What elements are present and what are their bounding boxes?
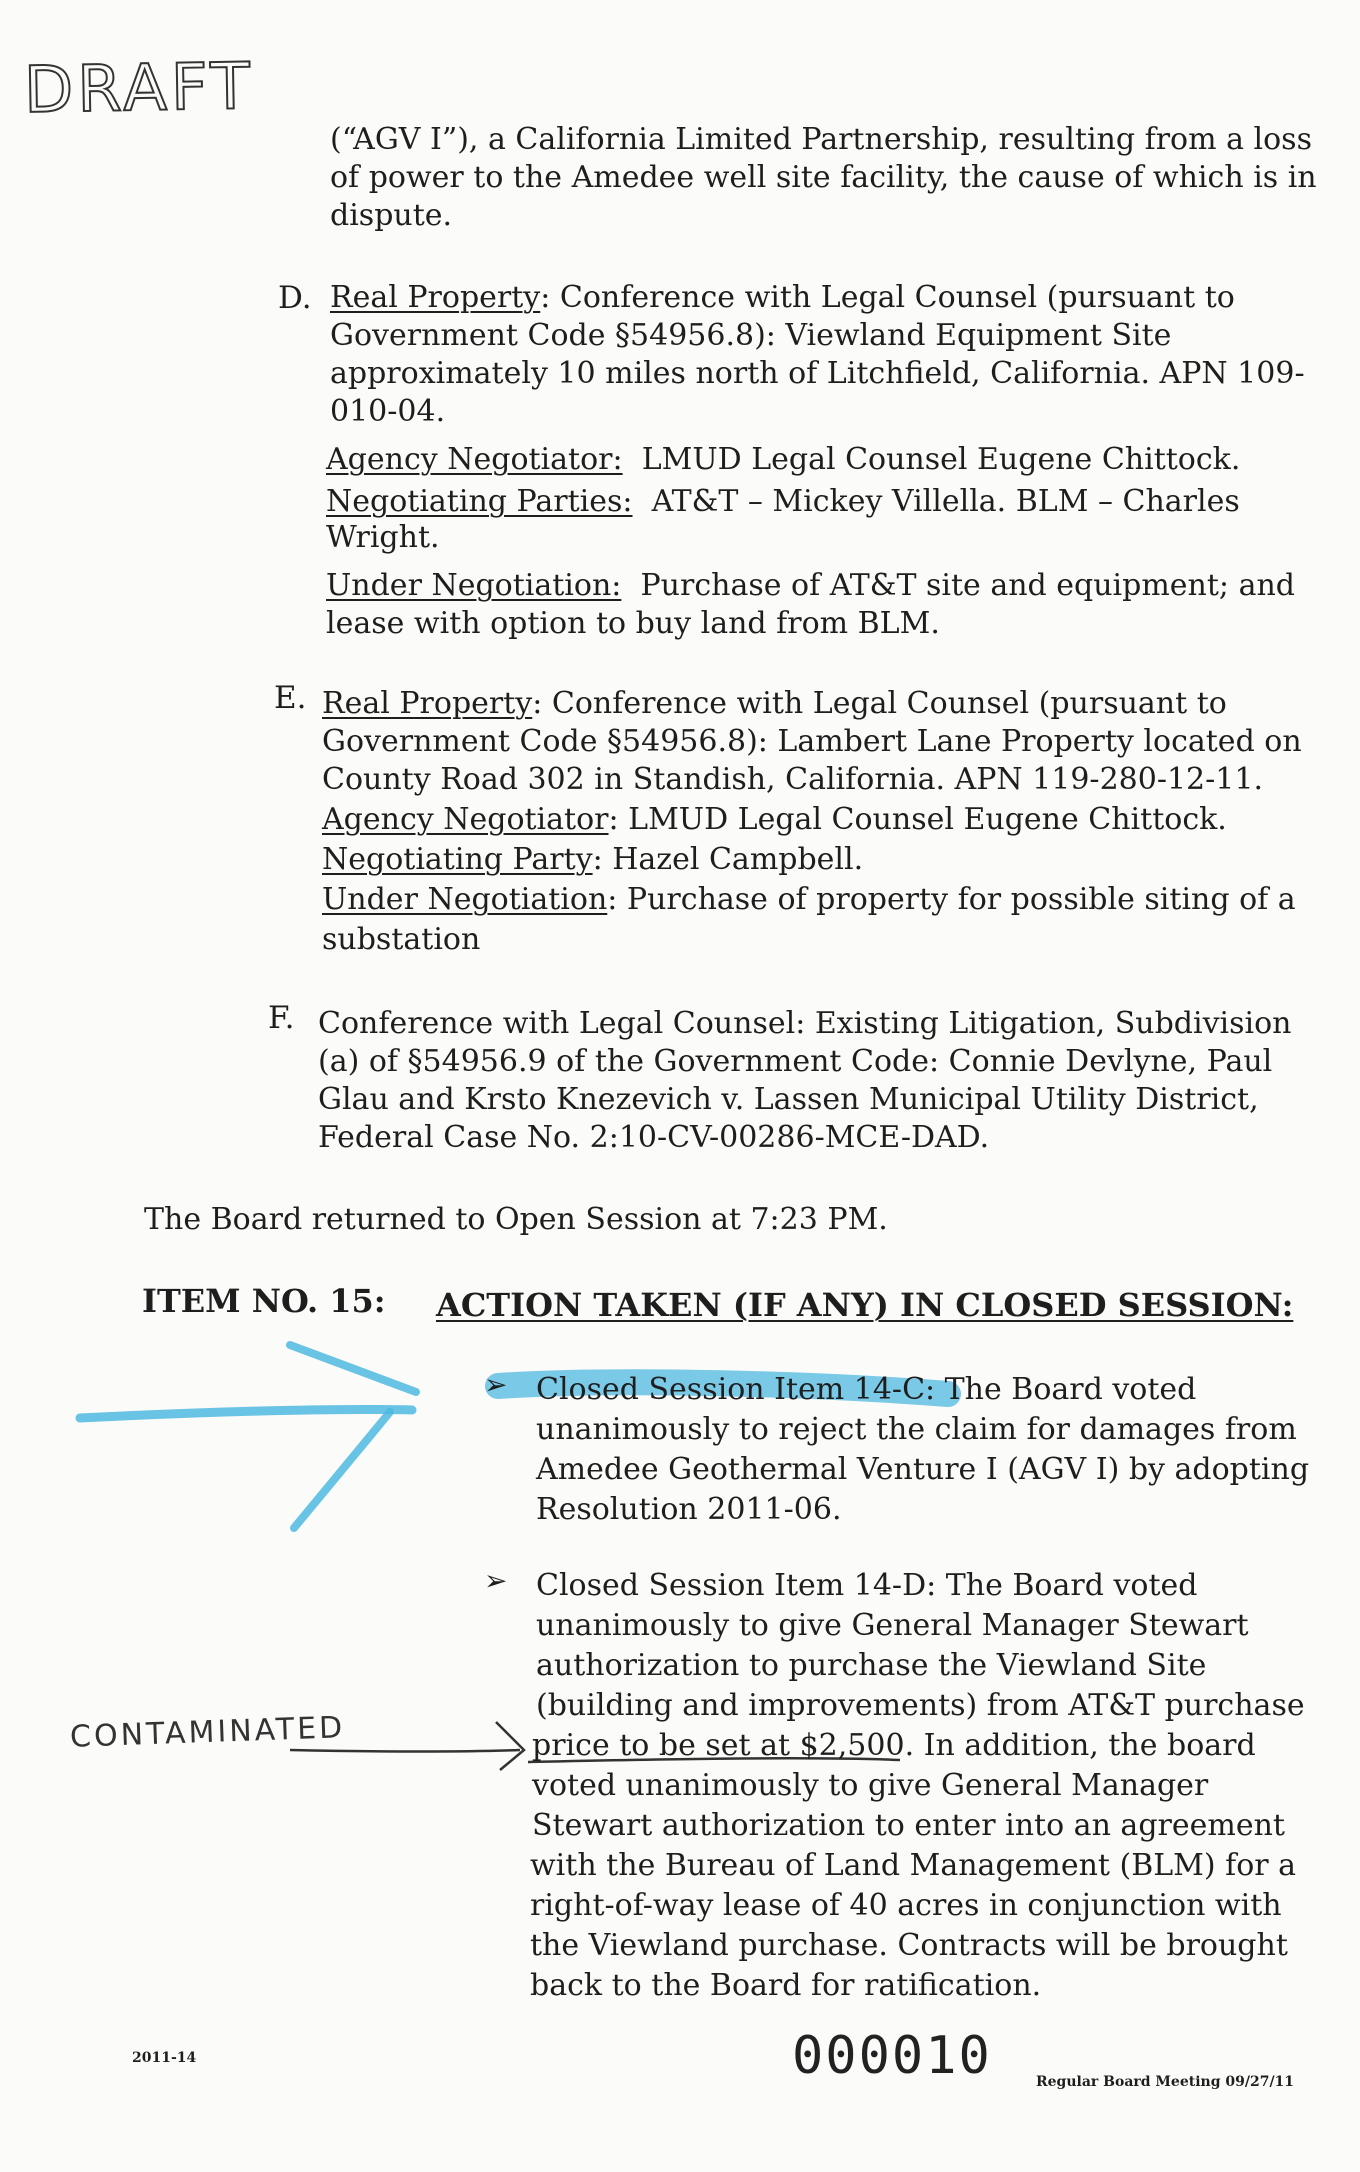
bullet-1-line-1: Closed Session Item 14-C: The Board voted [536, 1372, 1197, 1407]
item-d-negotiator-value: LMUD Legal Counsel Eugene Chittock. [641, 442, 1241, 477]
item-f-line-3: Glau and Krsto Knezevich v. Lassen Municipal Utility District, [318, 1082, 1259, 1117]
item-e-party-label: Negotiating Party [322, 842, 593, 877]
item-e-under-value: : Purchase of property for possible siting of a [607, 882, 1296, 917]
blue-arrow-head-lower [294, 1412, 390, 1528]
intro-line-2: of power to the Amedee well site facility, the cause of which is in [330, 160, 1317, 195]
bullet-2-line-11: back to the Board for ratification. [530, 1968, 1042, 2003]
bullet-1-marker: ➢ [484, 1368, 508, 1401]
item-d-line-2: Government Code §54956.8): Viewland Equipment Site [330, 318, 1172, 353]
bullet-2-marker: ➢ [484, 1564, 508, 1597]
open-session-text: The Board returned to Open Session at 7:23 PM. [144, 1202, 888, 1237]
item-f-letter: F. [268, 1000, 295, 1036]
footer-doc-number: 2011-14 [132, 2050, 197, 2066]
item-d-under-label: Under Negotiation: [326, 568, 622, 603]
bullet-2-line-2: unanimously to give General Manager Stewart [536, 1608, 1249, 1643]
bullet-2-line-5: price to be set at $2,500. In addition, the board [532, 1728, 1256, 1763]
bullet-2-line-4: (building and improvements) from AT&T purchase [536, 1688, 1305, 1723]
item-f-line-1: Conference with Legal Counsel: Existing Litigation, Subdivision [318, 1006, 1292, 1041]
item-d-negotiator-label: Agency Negotiator: [326, 442, 623, 477]
item-e-negotiator-label: Agency Negotiator [322, 802, 609, 837]
bates-number: 000010 [792, 2026, 992, 2086]
item-e-line-2: Government Code §54956.8): Lambert Lane Property located on [322, 724, 1302, 759]
item-d-line-4: 010-04. [330, 394, 446, 429]
footer-meeting: Regular Board Meeting 09/27/11 [1036, 2074, 1295, 2090]
item-e-party-value: : Hazel Campbell. [592, 842, 864, 877]
intro-line-3: dispute. [330, 198, 453, 233]
bullet-1-line-2: unanimously to reject the claim for damages from [536, 1412, 1297, 1447]
bullet-1-line-3: Amedee Geothermal Venture I (AGV I) by adopting [536, 1452, 1310, 1487]
item-e-negotiator-value: : LMUD Legal Counsel Eugene Chittock. [608, 802, 1227, 837]
item-e-letter: E. [274, 680, 307, 716]
item-e-under-label: Under Negotiation [322, 882, 608, 917]
item-d-under-value: Purchase of AT&T site and equipment; and [640, 568, 1295, 603]
item-d-parties-value: AT&T – Mickey Villella. BLM – Charles [651, 484, 1240, 519]
bullet-2-line-1: Closed Session Item 14-D: The Board voted [536, 1568, 1198, 1603]
item-15-title: ACTION TAKEN (IF ANY) IN CLOSED SESSION: [436, 1286, 1294, 1324]
bullet-2-line-8: with the Bureau of Land Management (BLM) for a [530, 1848, 1297, 1883]
item-d-line-1: : Conference with Legal Counsel (pursuant to [540, 280, 1235, 315]
pen-arrow-head [496, 1722, 524, 1770]
bullet-1-line-4: Resolution 2011-06. [536, 1492, 842, 1527]
item-f-line-2: (a) of §54956.9 of the Government Code: Connie Devlyne, Paul [318, 1044, 1273, 1079]
bullet-2-line-6: voted unanimously to give General Manager [532, 1768, 1209, 1803]
item-e-line-1: : Conference with Legal Counsel (pursuant to [532, 686, 1227, 721]
item-d-parties-cont: Wright. [326, 520, 440, 555]
pen-arrow-line [290, 1750, 520, 1752]
item-f-line-4: Federal Case No. 2:10-CV-00286-MCE-DAD. [318, 1120, 990, 1155]
item-d-letter: D. [278, 280, 312, 316]
blue-arrow-head-upper [290, 1345, 416, 1392]
bullet-2-line-10: the Viewland purchase. Contracts will be brought [530, 1928, 1288, 1963]
item-15-number: ITEM NO. 15: [142, 1282, 386, 1320]
intro-line-1: (“AGV I”), a California Limited Partnership, resulting from a loss [330, 122, 1312, 157]
draft-stamp: DRAFT [23, 50, 255, 128]
bullet-2-line-3: authorization to purchase the Viewland Site [536, 1648, 1207, 1683]
blue-arrow-shaft [80, 1409, 412, 1418]
bullet-2-line-9: right-of-way lease of 40 acres in conjunction with [530, 1888, 1282, 1923]
bullet-2-line-7: Stewart authorization to enter into an agreement [532, 1808, 1285, 1843]
item-d-parties-label: Negotiating Parties: [326, 484, 633, 519]
item-e-under-cont: substation [322, 922, 481, 957]
item-d-heading: Real Property [330, 280, 541, 315]
item-e-heading: Real Property [322, 686, 533, 721]
item-e-line-3: County Road 302 in Standish, California. APN 119-280-12-11. [322, 762, 1263, 797]
handwritten-note: CONTAMINATED [69, 1710, 346, 1755]
item-d-under-cont: lease with option to buy land from BLM. [326, 606, 940, 641]
item-d-line-3: approximately 10 miles north of Litchfield, California. APN 109- [330, 356, 1305, 391]
